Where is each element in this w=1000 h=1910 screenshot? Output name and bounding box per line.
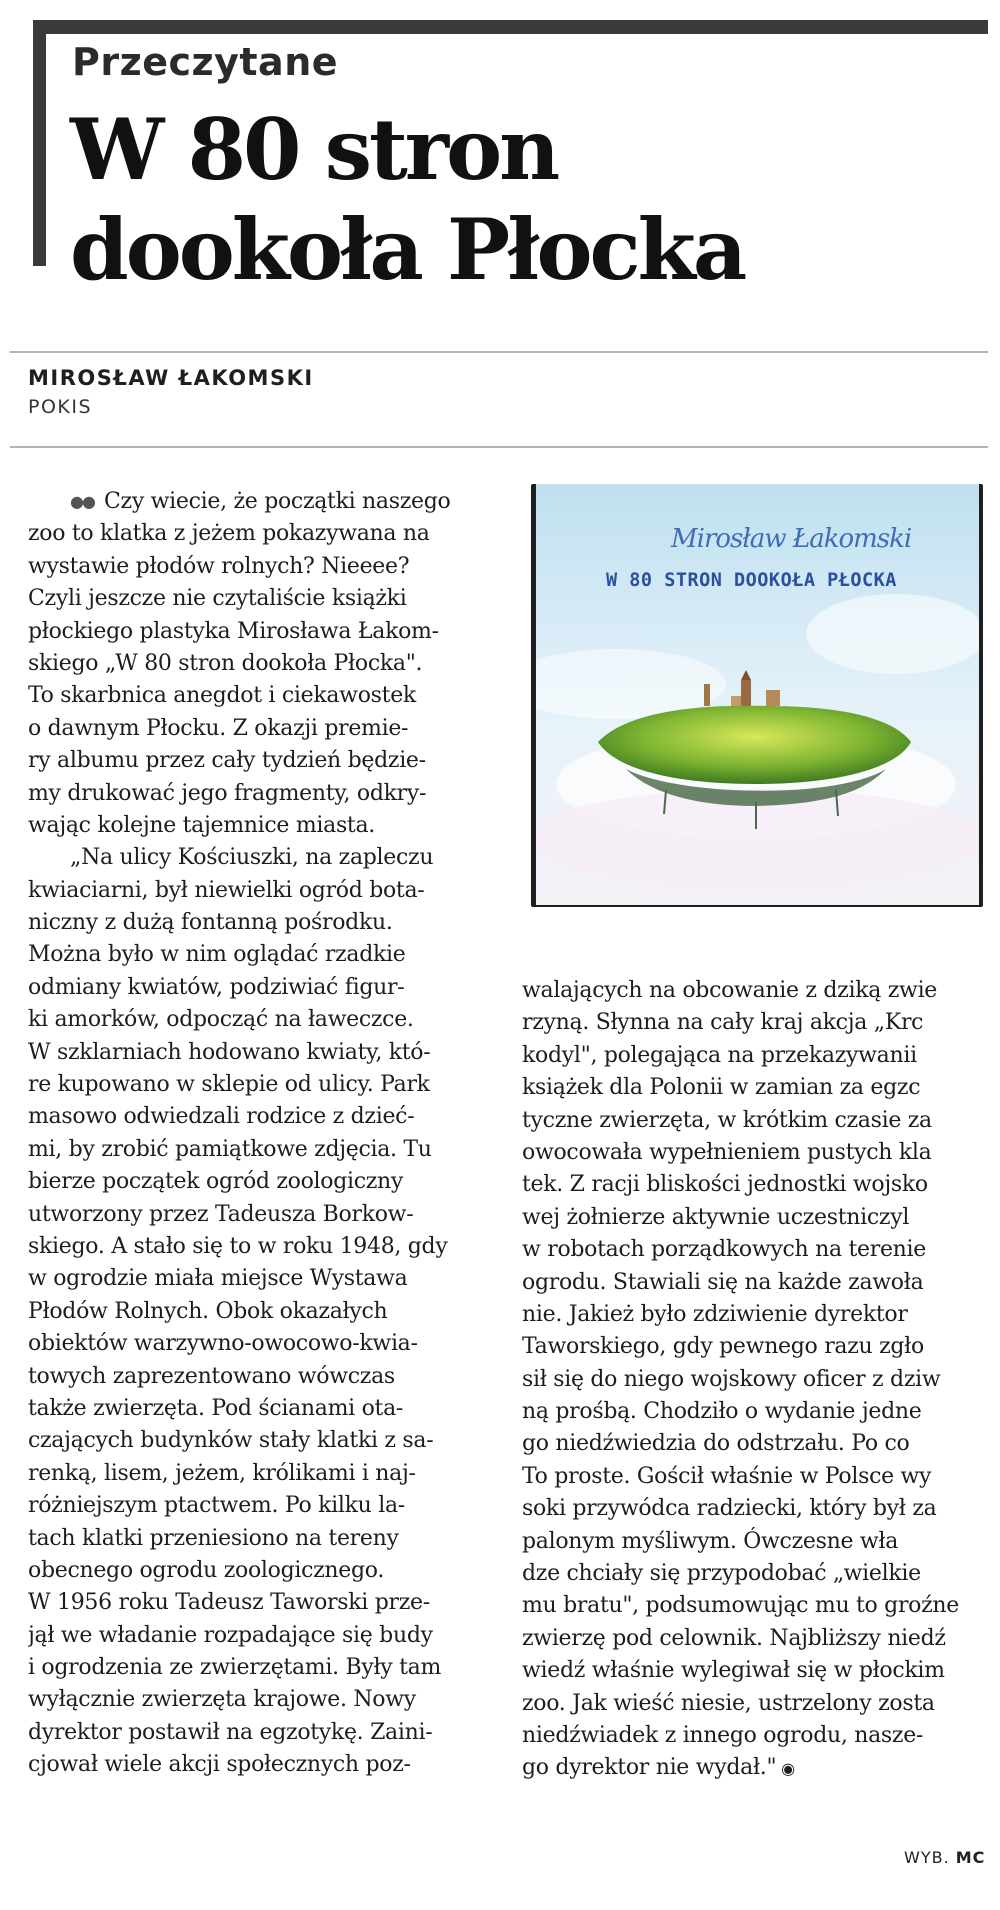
text-line-content: tek. Z racji bliskości jednostki wojsko [522,1172,928,1198]
text-line [28,551,488,583]
credit-prefix: WYB. [904,1848,950,1867]
byline-author: MIROSŁAW ŁAKOMSKI [28,366,314,390]
text-line [28,616,488,648]
text-line-content: skiego „W 80 stron dookoła Płocka". [28,650,423,676]
text-line-content: w robotach porządkowych na terenie [522,1237,927,1263]
photo-credit [904,1848,985,1867]
text-line-content: go dyrektor nie wydał." [522,1755,777,1781]
text-line-content: owocowała wypełnieniem pustych kla [522,1139,932,1165]
text-line-content: skiego. A stało się to w roku 1948, gdy [28,1233,448,1259]
text-line [28,778,488,810]
text-line [522,1331,988,1363]
text-line [522,975,988,1007]
left-frame-rule [33,20,46,266]
text-line [522,1007,988,1039]
text-line-content: bierze początek ogród zoologiczny [28,1169,404,1195]
section-kicker: Przeczytane [72,40,339,84]
text-line-content: kwiaciarni, był niewielki ogród bota- [28,877,425,903]
text-line [28,680,488,712]
text-line [28,518,488,550]
text-line-content: różniejszym ptactwem. Po kilku la- [28,1493,405,1519]
text-line-content: soki przywódca radziecki, który był za [522,1496,937,1522]
text-line [522,1364,988,1396]
text-line [28,1587,488,1619]
text-line [522,1267,988,1299]
text-line-content: To proste. Gościł właśnie w Polsce wy [522,1463,932,1489]
text-line-content: ry albumu przez cały tydzień będzie- [28,748,426,774]
text-line-content: niczny z dużą fontanną pośrodku. [28,910,393,936]
text-line-content: ną prośbą. Chodziło o wydanie jedne [522,1399,922,1425]
text-line [522,1202,988,1234]
text-line [522,1299,988,1331]
text-line-content: także zwierzęta. Pod ścianami ota- [28,1395,404,1421]
text-line-content: wystawie płodów rolnych? Nieeee? [28,553,410,579]
text-line-content: go niedźwiedzia do odstrzału. Po co [522,1431,910,1457]
headline [70,100,970,300]
text-line [522,1752,988,1784]
text-line-content: W 1956 roku Tadeusz Taworski prze- [28,1590,430,1616]
text-line [28,1296,488,1328]
text-line [28,1328,488,1360]
text-line-content: renką, lisem, jeżem, królikami i naj- [28,1460,416,1486]
text-line-content: W szklarniach hodowano kwiaty, któ- [28,1039,431,1065]
text-line-content: wiedź właśnie wylegiwał się w płockim [522,1658,945,1684]
text-line-content: płockiego plastyka Mirosława Łakom- [28,618,439,644]
double-dot-bullet-icon: ●● [70,492,94,511]
text-line-content: ogrodu. Stawiali się na każde zawoła [522,1269,924,1295]
article-column-left [28,486,488,1782]
text-line [28,713,488,745]
text-line [522,1234,988,1266]
byline-source: POKIS [28,396,93,418]
text-line [522,1105,988,1137]
text-line [28,842,488,874]
text-line-content: wyłącznie zwierzęta krajowe. Nowy [28,1687,416,1713]
text-line-content: re kupowano w sklepie od ulicy. Park [28,1072,430,1098]
text-line [28,810,488,842]
text-line [522,1428,988,1460]
text-line-content: mi, by zrobić pamiątkowe zdjęcia. Tu [28,1136,432,1162]
text-line [28,1037,488,1069]
text-line-content: utworzony przez Tadeusza Borkow- [28,1201,414,1227]
text-line-content: Czyli jeszcze nie czytaliście książki [28,586,407,612]
text-line [28,1490,488,1522]
text-line [522,1526,988,1558]
text-line-content: zoo. Jak wieść niesie, ustrzelony zosta [522,1690,935,1716]
text-line [28,1620,488,1652]
text-line [522,1655,988,1687]
text-line [522,1590,988,1622]
text-line [28,1458,488,1490]
text-line-content: Czy wiecie, że początki naszego [104,489,451,515]
cover-author-signature: Mirosław Łakomski [671,524,912,554]
text-line [28,1393,488,1425]
text-line-content: tyczne zwierzęta, w krótkim czasie za [522,1107,932,1133]
credit-initials: MC [955,1848,986,1867]
text-line [28,1684,488,1716]
text-line [28,1652,488,1684]
text-line [28,1555,488,1587]
text-line [28,1134,488,1166]
text-line-content: ki amorków, odpocząć na ławeczce. [28,1007,414,1033]
headline-line: W 80 stron [70,100,558,199]
text-line [28,972,488,1004]
text-line-content: zwierzę pod celownik. Najbliższy niedź [522,1625,946,1651]
text-line-content: kodyl", polegająca na przekazywanii [522,1042,917,1068]
text-line [28,907,488,939]
text-line-content: w ogrodzie miała miejsce Wystawa [28,1266,408,1292]
text-line-content: sił się do niego wojskowy oficer z dziw [522,1366,941,1392]
text-line-content: palonym myśliwym. Ówczesne wła [522,1528,899,1554]
text-line-content: odmiany kwiatów, podziwiać figur- [28,974,405,1000]
text-line-content: o dawnym Płocku. Z okazji premie- [28,715,409,741]
text-line [522,1493,988,1525]
text-line-content: obecnego ogrodu zoologicznego. [28,1557,385,1583]
text-line-content: „Na ulicy Kościuszki, na zapleczu [70,845,434,871]
text-line [522,1169,988,1201]
text-line-content: dyrektor postawił na egzotykę. Zaini- [28,1719,433,1745]
text-line-content: dze chciały się przypodobać „wielkie [522,1561,921,1587]
text-line-content: czających budynków stały klatki z sa- [28,1428,434,1454]
text-line-content: tach klatki przeniesiono na tereny [28,1525,399,1551]
text-line [522,1461,988,1493]
text-line [522,1040,988,1072]
text-line [28,1069,488,1101]
text-line [28,583,488,615]
text-line [28,1749,488,1781]
end-of-article-icon: ◉ [776,1759,795,1779]
text-line-content: zoo to klatka z jeżem pokazywana na [28,521,430,547]
text-line [28,486,488,518]
text-line [522,1720,988,1752]
text-line-content: obiektów warzywno-owocowo-kwia- [28,1331,418,1357]
text-line [28,1523,488,1555]
divider-rule [10,351,988,353]
text-line-content: towych zaprezentowano wówczas [28,1363,395,1389]
text-line [28,1361,488,1393]
text-line [28,1004,488,1036]
text-line [522,1072,988,1104]
text-line [522,1688,988,1720]
text-line-content: i ogrodzenia ze zwierzętami. Były tam [28,1655,442,1681]
book-cover-image [536,484,979,905]
text-line-content: książek dla Polonii w zamian za egzc [522,1075,921,1101]
text-line [522,1137,988,1169]
text-line [522,1396,988,1428]
text-line-content: jął we władanie rozpadające się budy [28,1622,433,1648]
cover-title: W 80 STRON DOOKOŁA PŁOCKA [606,570,897,591]
text-line [28,875,488,907]
text-line-content: my drukować jego fragmenty, odkry- [28,780,427,806]
text-line [28,745,488,777]
text-line [28,1717,488,1749]
text-line-content: Taworskiego, gdy pewnego razu zgło [522,1334,924,1360]
text-line-content: rzyną. Słynna na cały kraj akcja „Krc [522,1010,924,1036]
text-line [28,1101,488,1133]
top-frame-rule [33,20,988,34]
text-line-content: wej żołnierze aktywnie uczestniczyl [522,1204,910,1230]
text-line [28,1263,488,1295]
text-line [28,1199,488,1231]
text-line-content: Można było w nim oglądać rzadkie [28,942,406,968]
text-line-content: walających na obcowanie z dziką zwie [522,978,938,1003]
text-line [522,1623,988,1655]
text-line-content: nie. Jakież było zdziwienie dyrektor [522,1301,908,1327]
text-line-content: niedźwiadek z innego ogrodu, nasze- [522,1722,924,1748]
article-column-right [522,975,988,1785]
text-line [28,939,488,971]
text-line-content: mu bratu", podsumowując mu to groźne [522,1593,960,1619]
text-line-content: cjował wiele akcji społecznych poz- [28,1752,411,1778]
text-line-content: To skarbnica anegdot i ciekawostek [28,683,416,709]
text-line [28,1166,488,1198]
text-line-content: wając kolejne tajemnice miasta. [28,812,375,838]
text-line [28,1231,488,1263]
text-line [28,648,488,680]
text-line-content: masowo odwiedzali rodzice z dzieć- [28,1104,415,1130]
headline-line: dookoła Płocka [70,200,745,299]
divider-rule [10,446,988,448]
text-line-content: Płodów Rolnych. Obok okazałych [28,1298,388,1324]
text-line [522,1558,988,1590]
text-line [28,1425,488,1457]
